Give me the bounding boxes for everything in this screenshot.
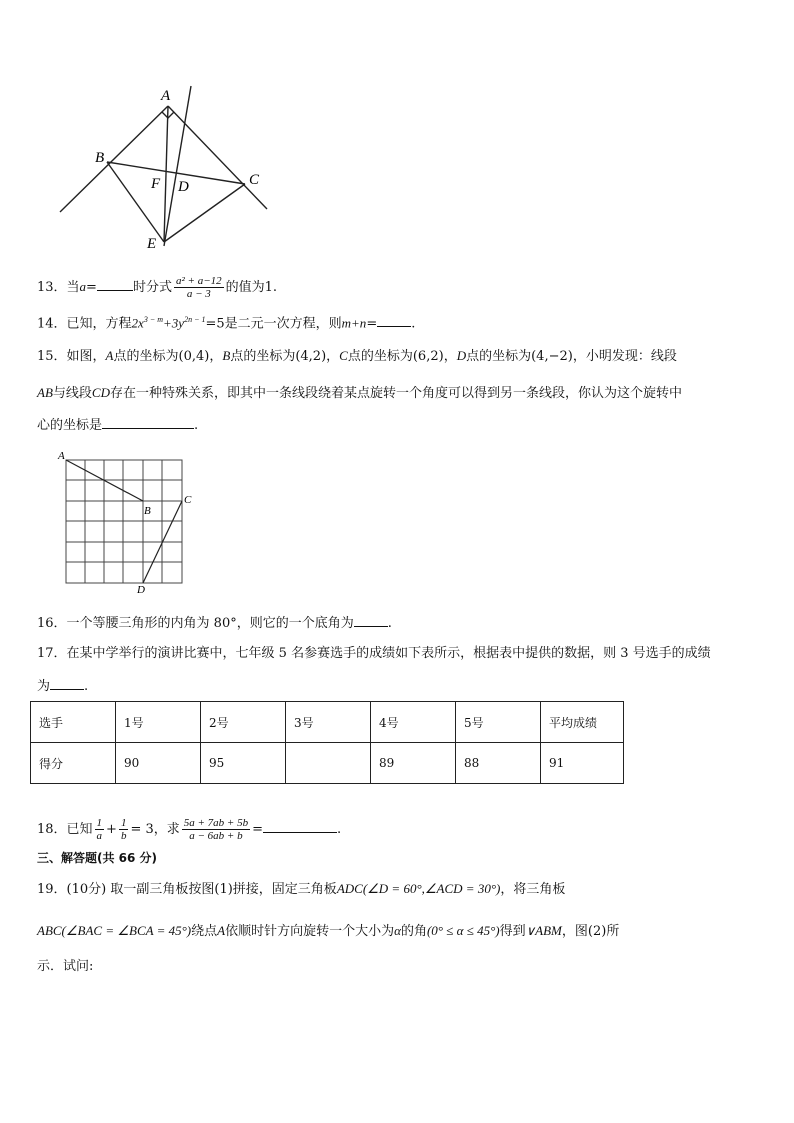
question-19-line-1: 19．(10分) 取一副三角板按图(1)拼接，固定三角板ADC(∠D = 60°,∠ACD = 30°)，将三角板 [37, 881, 566, 897]
table-cell: 4号 [371, 702, 456, 743]
label-d: D [178, 179, 189, 195]
section-title: 三、解答题(共 66 分) [37, 851, 158, 865]
question-17-line-2: 为 . [37, 679, 89, 694]
label-c: C [249, 172, 260, 188]
grid-label-c: C [184, 494, 192, 506]
table-cell: 5号 [456, 702, 541, 743]
answer-blank-18[interactable] [263, 820, 337, 833]
question-13: 13．当a= 时分式 $\frac{\text{a² + a−12}}{a - 3}$ 的值为1. [37, 275, 278, 300]
score-table [30, 701, 624, 784]
ray-a-left [60, 106, 168, 212]
table-cell: 平均成绩 [541, 702, 624, 743]
answer-blank-14[interactable] [377, 314, 411, 327]
segment-b-e [107, 162, 164, 242]
question-15-line-2: AB与线段CD存在一种特殊关系，即其中一条线段绕着某点旋转一个角度可以得到另一条线段，你认为这个旋转中 [37, 385, 682, 401]
table-cell: 91 [541, 743, 624, 784]
fraction-expression: $\frac{5a + 7ab + 5b}{a - 6ab + b}$ [183, 817, 249, 842]
fraction-1-over-a: $\frac{1}{a}$ [96, 817, 103, 842]
table-cell: 95 [201, 743, 286, 784]
grid-figure-2 [55, 448, 205, 593]
answer-blank-15[interactable] [102, 416, 194, 429]
grid-label-b: B [144, 505, 151, 517]
label-e: E [147, 236, 157, 252]
question-18: 18．已知 $\frac{1}{a}$ + $\frac{1}{b}$ = 3，求 $\frac{5a + 7ab + 5b}{a - 6ab + b}$ = . [37, 817, 342, 842]
question-17-line-1: 17．在某中学举行的演讲比赛中，七年级 5 名参赛选手的成绩如下表所示，根据表中提供的数据，则 3 号选手的成绩 [37, 646, 711, 661]
table-row [31, 743, 624, 784]
answer-blank-13[interactable] [97, 278, 133, 291]
grid-label-d: D [137, 584, 145, 593]
question-19-line-3: 示．试问: [37, 959, 94, 974]
table-cell: 90 [116, 743, 201, 784]
label-f: F [151, 176, 161, 192]
table-cell: 2号 [201, 702, 286, 743]
table-cell-blank [286, 743, 371, 784]
fraction-13: $\frac{\text{a² + a−12}}{a - 3}$ [175, 275, 222, 300]
label-a: A [161, 88, 171, 104]
question-15-line-1: 15．如图，A点的坐标为(0,4)，B点的坐标为(4,2)，C点的坐标为(6,2)，D点的坐标为(4,−2)，小明发现：线段 [37, 348, 677, 364]
fraction-1-over-b: $\frac{1}{b}$ [120, 817, 127, 842]
geometry-figure-1 [55, 84, 275, 254]
answer-blank-17[interactable] [50, 677, 84, 690]
table-cell: 选手 [31, 702, 116, 743]
table-cell: 3号 [286, 702, 371, 743]
table-cell: 89 [371, 743, 456, 784]
table-cell: 1号 [116, 702, 201, 743]
table-cell: 88 [456, 743, 541, 784]
question-19-line-2: ABC(∠BAC = ∠BCA = 45°)绕点A依顺时针方向旋转一个大小为α的角(0° ≤ α ≤ 45°)得到∨ABM，图(2)所 [37, 923, 620, 939]
question-14: 14．已知，方程$2x^{3 - m}+3y^{2n - 1}=5$是二元一次方程，则m+n= . [37, 315, 416, 332]
grid-label-a: A [58, 450, 65, 462]
segment-e-c [164, 184, 245, 242]
table-header-row [31, 702, 624, 743]
question-15-line-3: 心的坐标是 . [37, 418, 199, 433]
label-b: B [95, 150, 105, 166]
answer-blank-16[interactable] [354, 614, 388, 627]
table-cell: 得分 [31, 743, 116, 784]
segment-a-e [164, 106, 168, 242]
question-16: 16．一个等腰三角形的内角为 80°，则它的一个底角为 . [37, 616, 392, 631]
